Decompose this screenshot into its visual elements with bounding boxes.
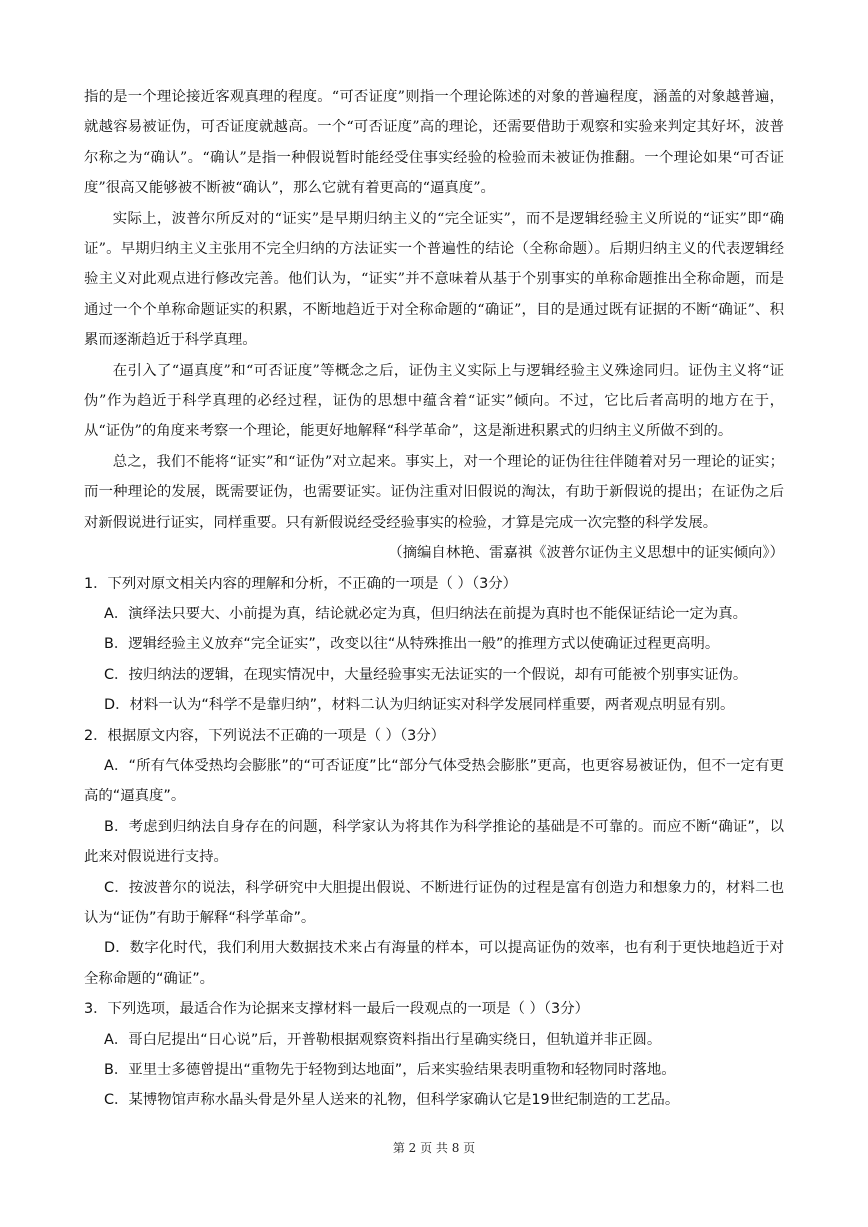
option-d: D．数字化时代，我们利用大数据技术来占有海量的样本，可以提高证伪的效率，也有利于更快地趋近于对全称命题的“确证”。 — [84, 940, 784, 987]
question-2 — [84, 721, 784, 995]
question-3 — [84, 994, 784, 1116]
question-stem: 3．下列选项，最适合作为论据来支撑材料一最后一段观点的一项是（ ）（3分） — [84, 1001, 589, 1018]
option-a: A．演绎法只要大、小前提为真，结论就必定为真，但归纳法在前提为真时也不能保证结论一定为真。 — [104, 605, 748, 622]
option-a: A．哥白尼提出“日心说”后，开普勒根据观察资料指出行星确实绕日，但轨道并非正圆。 — [104, 1031, 662, 1048]
passage-paragraph-1: 指的是一个理论接近客观真理的程度。“可否证度”则指一个理论陈述的对象的普遍程度，涵盖的对象越普遍，就越容易被证伪，可否证度就越高。一个“可否证度”高的理论，还需要借助于观察和实验来判定其好坏，波普尔称之为“确认”。“确认”是指一种假说暂时能经受住事实经验的检验而未被证伪推翻。一个理论如果“可否证度”很高又能够被不断被“确认”，那么它就有着更高的“逼真度”。 — [84, 89, 784, 197]
passage-paragraph-4: 总之，我们不能将“证实”和“证伪”对立起来。事实上，对一个理论的证伪往往伴随着对另一理论的证实；而一种理论的发展，既需要证伪，也需要证实。证伪注重对旧假说的淘汰，有助于新假说的提出；在证伪之后对新假说进行证实，同样重要。只有新假说经受经验事实的检验，才算是完成一次完整的科学发展。 — [84, 453, 784, 531]
page-content — [84, 82, 784, 1116]
question-stem: 1．下列对原文相关内容的理解和分析，不正确的一项是（ ）（3分） — [84, 575, 518, 592]
option-b: B．逻辑经验主义放弃“完全证实”，改变以往“从特殊推出一般”的推理方式以使确证过程更高明。 — [104, 636, 720, 653]
option-c: C．按归纳法的逻辑，在现实情况中，大量经验事实无法证实的一个假说，却有可能被个别事实证伪。 — [104, 666, 748, 683]
option-b: B．亚里士多德曾提出“重物先于轻物到达地面”，后来实验结果表明重物和轻物同时落地。 — [104, 1062, 676, 1078]
passage-paragraph-2: 实际上，波普尔所反对的“证实”是早期归纳主义的“完全证实”，而不是逻辑经验主义所说的“证实”即“确证”。早期归纳主义主张用不完全归纳的方法证实一个普遍性的结论（全称命题）。后期归纳主义的代表逻辑经验主义对此观点进行修改完善。他们认为，“证实”并不意味着从基于个别事实的单称命题推出全称命题，而是通过一个个单称命题证实的积累，不断地趋近于对全称命题的“确证”，目的是通过既有证据的不断“确证”、积累而逐渐趋近于科学真理。 — [84, 210, 784, 349]
question-stem: 2．根据原文内容，下列说法不正确的一项是（ ）（3分） — [84, 727, 446, 744]
option-c: C．某博物馆声称水晶头骨是外星人送来的礼物，但科学家确认它是19世纪制造的工艺品。 — [104, 1092, 680, 1109]
option-b: B．考虑到归纳法自身存在的问题，科学家认为将其作为科学推论的基础是不可靠的。而应不断“确证”，以此来对假说进行支持。 — [84, 818, 784, 866]
question-1 — [84, 569, 784, 721]
option-d: D．材料一认为“科学不是靠归纳”，材料二认为归纳证实对科学发展同样重要，两者观点明显有别。 — [104, 697, 735, 714]
page-number-footer: 第 2 页 共 8 页 — [392, 1141, 476, 1155]
option-c: C．按波普尔的说法，科学研究中大胆提出假说、不断进行证伪的过程是富有创造力和想象力的，材料二也认为“证伪”有助于解释“科学革命”。 — [84, 879, 784, 926]
passage-paragraph-3: 在引入了“逼真度”和“可否证度”等概念之后，证伪主义实际上与逻辑经验主义殊途同归。证伪主义将“证伪”作为趋近于科学真理的必经过程，证伪的思想中蕴含着“证实”倾向。不过，它比后者高明的地方在于，从“证伪”的角度来考察一个理论，能更好地解释“科学革命”，这是渐进积累式的归纳主义所做不到的。 — [84, 362, 784, 440]
option-a: A．“所有气体受热均会膨胀”的“可否证度”比“部分气体受热会膨胀”更高，也更容易被证伪，但不一定有更高的“逼真度”。 — [84, 757, 784, 805]
passage-source: （摘编自林艳、雷嘉祺《波普尔证伪主义思想中的证实倾向》） — [388, 545, 784, 562]
